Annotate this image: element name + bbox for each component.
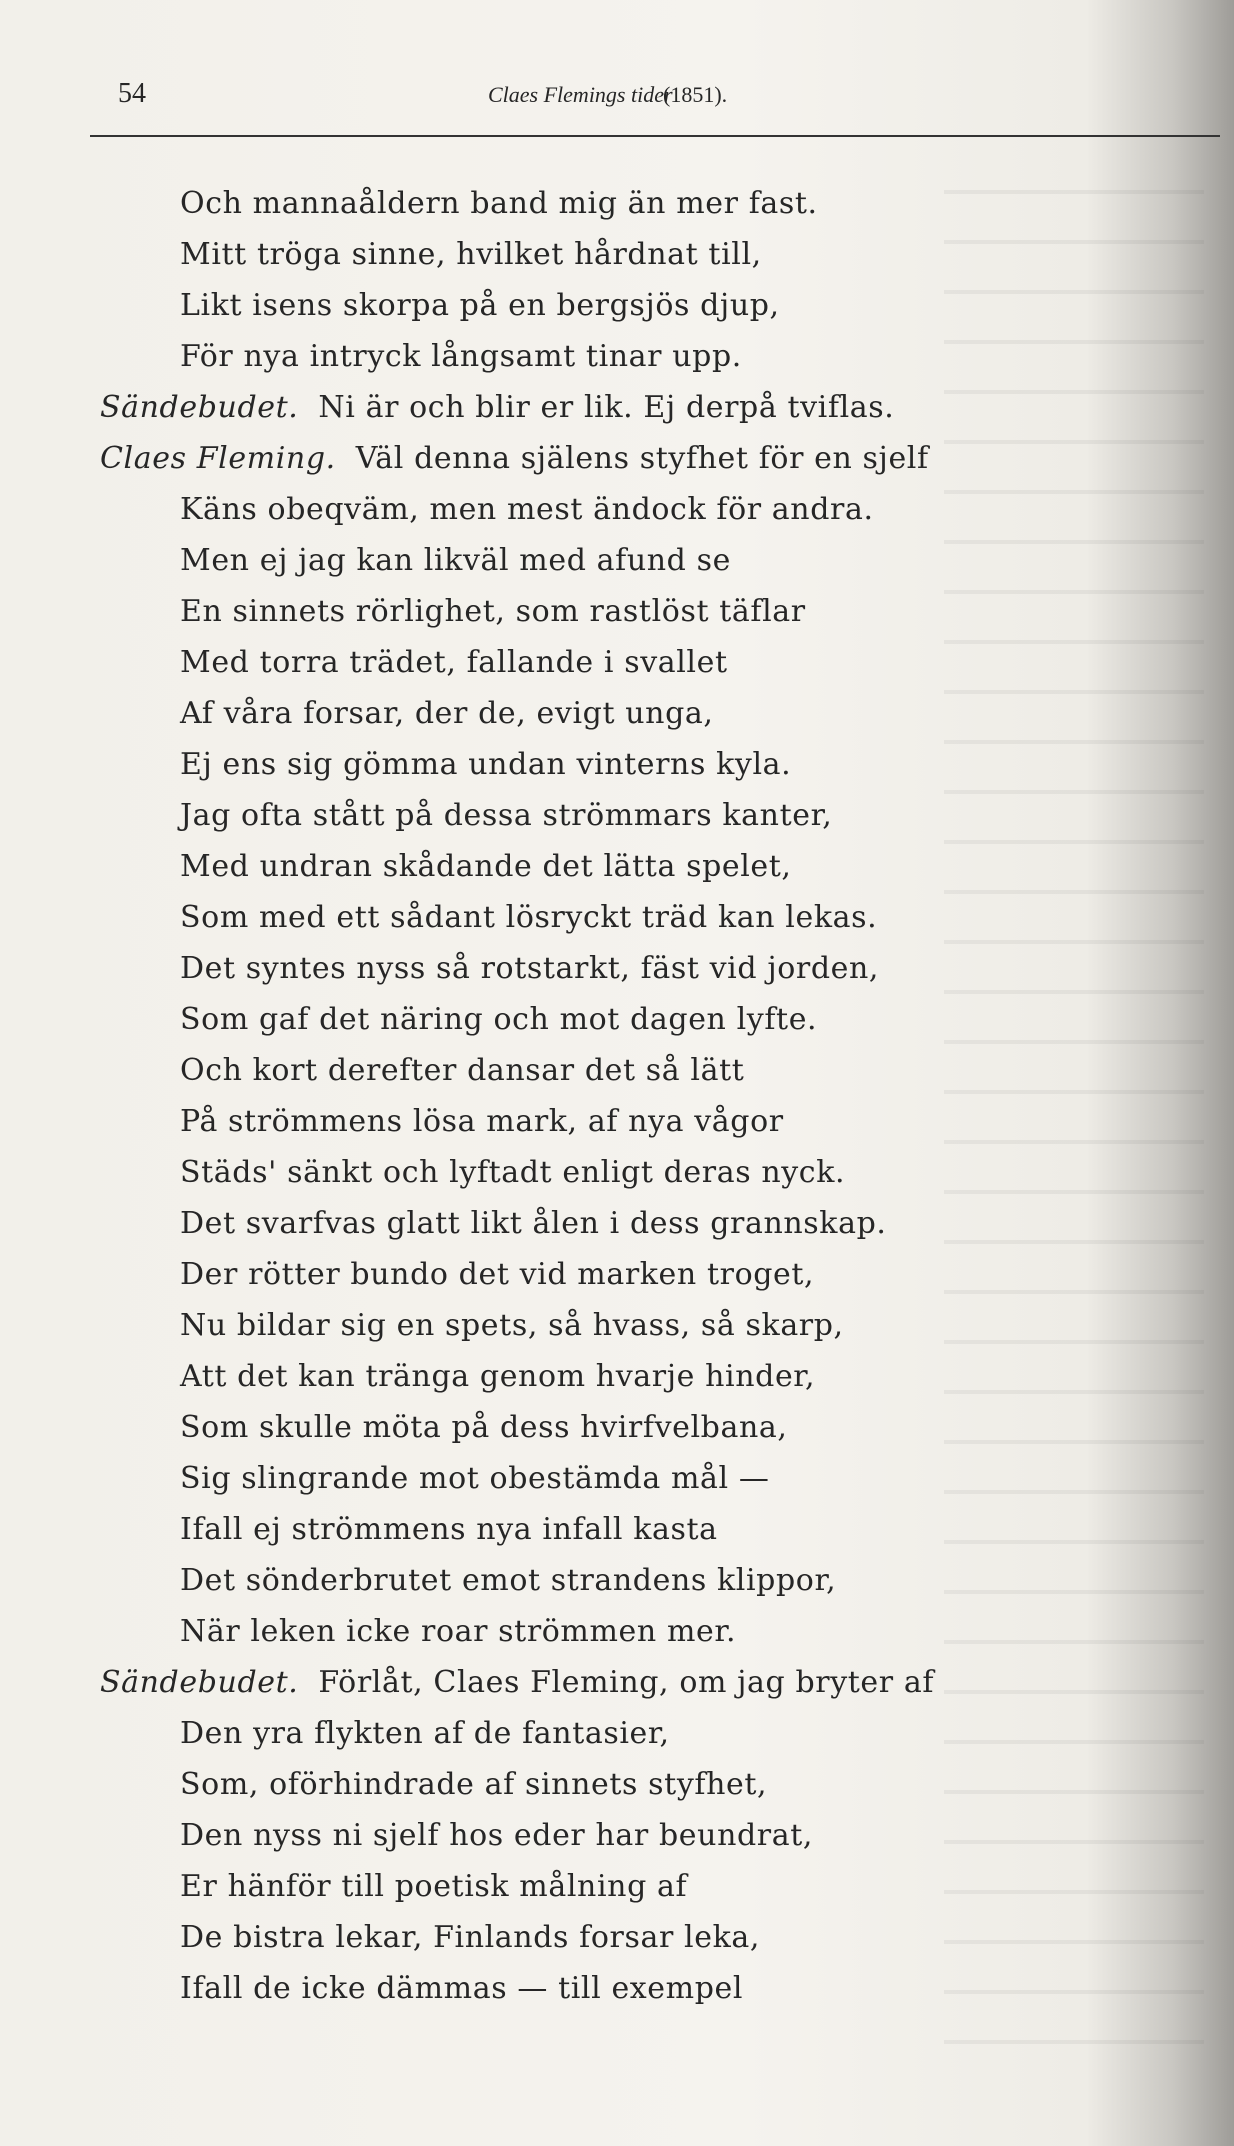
verse-text: Käns obeqväm, men mest ändock för andra.	[180, 492, 874, 527]
verse-line	[100, 1963, 1110, 2014]
verse-text: Ni är och blir er lik. Ej derpå tviflas.	[318, 390, 895, 425]
verse-line	[100, 331, 1110, 382]
verse-text: Och mannaåldern band mig än mer fast.	[180, 186, 818, 221]
verse-line	[100, 1045, 1110, 1096]
verse-text: Nu bildar sig en spets, så hvass, så skarp,	[180, 1308, 844, 1343]
verse-text: Jag ofta stått på dessa strömmars kanter,	[180, 798, 833, 833]
verse-line	[100, 892, 1110, 943]
verse-line	[100, 1555, 1110, 1606]
verse-text: Den nyss ni sjelf hos eder har beundrat,	[180, 1818, 814, 1853]
verse-text: Ifall de icke dämmas — till exempel	[180, 1971, 744, 2006]
page-number: 54	[118, 78, 146, 109]
verse-text: Väl denna själens styfhet för en sjelf	[355, 441, 929, 476]
verse-line	[100, 1300, 1110, 1351]
verse-line	[100, 790, 1110, 841]
verse-line	[100, 1504, 1110, 1555]
verse-line	[100, 1606, 1110, 1657]
verse-line	[100, 535, 1110, 586]
verse-text: Ej ens sig gömma undan vinterns kyla.	[180, 747, 792, 782]
verse-line	[100, 1198, 1110, 1249]
verse-line	[100, 688, 1110, 739]
verse-text: Det svarfvas glatt likt ålen i dess grannskap.	[180, 1206, 887, 1241]
speaker-name: Sändebudet.	[100, 390, 299, 425]
running-title: Claes Flemings tider	[488, 82, 673, 107]
verse-line	[100, 841, 1110, 892]
running-year: (1851).	[663, 82, 728, 107]
verse-text: Som skulle möta på dess hvirfvelbana,	[180, 1410, 788, 1445]
verse-line	[100, 943, 1110, 994]
verse-text: Förlåt, Claes Fleming, om jag bryter af	[318, 1665, 935, 1700]
verse-text: Der rötter bundo det vid marken troget,	[180, 1257, 815, 1292]
verse-line	[100, 1912, 1110, 1963]
verse-text: Och kort derefter dansar det så lätt	[180, 1053, 745, 1088]
verse-line	[100, 1249, 1110, 1300]
speaker-name: Sändebudet.	[100, 1665, 299, 1700]
verse-line	[100, 1453, 1110, 1504]
verse-line	[100, 229, 1110, 280]
verse-line	[100, 280, 1110, 331]
verse-line	[100, 994, 1110, 1045]
verse-text: Af våra forsar, der de, evigt unga,	[180, 696, 714, 731]
verse-text: Sig slingrande mot obestämda mål —	[180, 1461, 770, 1496]
verse-text: Er hänför till poetisk målning af	[180, 1869, 688, 1904]
verse-text: Med torra trädet, fallande i svallet	[180, 645, 728, 680]
verse-line	[100, 637, 1110, 688]
verse-text: Som gaf det näring och mot dagen lyfte.	[180, 1002, 818, 1037]
verse-text: Likt isens skorpa på en bergsjös djup,	[180, 288, 780, 323]
verse-text: De bistra lekar, Finlands forsar leka,	[180, 1920, 760, 1955]
verse-text: En sinnets rörlighet, som rastlöst täflar	[180, 594, 806, 629]
verse-text: För nya intryck långsamt tinar upp.	[180, 339, 742, 374]
verse-line	[100, 1861, 1110, 1912]
verse-line	[100, 1708, 1110, 1759]
verse-line	[100, 1147, 1110, 1198]
verse-line	[100, 1096, 1110, 1147]
running-head	[118, 78, 1118, 118]
verse-line	[100, 1657, 1110, 1708]
verse-text: Det sönderbrutet emot strandens klippor,	[180, 1563, 837, 1598]
header-rule	[90, 135, 1220, 137]
verse-text: På strömmens lösa mark, af nya vågor	[180, 1104, 784, 1139]
verse-text: Men ej jag kan likväl med afund se	[180, 543, 731, 578]
verse-text: Som med ett sådant lösryckt träd kan lekas.	[180, 900, 878, 935]
verse-text: Att det kan tränga genom hvarje hinder,	[180, 1359, 816, 1394]
verse-text: När leken icke roar strömmen mer.	[180, 1614, 737, 1649]
verse-text: Mitt tröga sinne, hvilket hårdnat till,	[180, 237, 762, 272]
verse-line	[100, 1759, 1110, 1810]
verse-line	[100, 382, 1110, 433]
verse-line	[100, 433, 1110, 484]
verse-text: Med undran skådande det lätta spelet,	[180, 849, 792, 884]
verse-text: Städs' sänkt och lyftadt enligt deras nyck.	[180, 1155, 846, 1190]
verse-line	[100, 178, 1110, 229]
verse-line	[100, 484, 1110, 535]
verse-line	[100, 586, 1110, 637]
verse-line	[100, 1351, 1110, 1402]
verse-line	[100, 1810, 1110, 1861]
verse-block	[100, 178, 1110, 2014]
verse-text: Ifall ej strömmens nya infall kasta	[180, 1512, 718, 1547]
verse-line	[100, 739, 1110, 790]
verse-line	[100, 1402, 1110, 1453]
speaker-name: Claes Fleming.	[100, 441, 336, 476]
verse-text: Som, oförhindrade af sinnets styfhet,	[180, 1767, 768, 1802]
verse-text: Den yra flykten af de fantasier,	[180, 1716, 670, 1751]
verse-text: Det syntes nyss så rotstarkt, fäst vid jorden,	[180, 951, 880, 986]
